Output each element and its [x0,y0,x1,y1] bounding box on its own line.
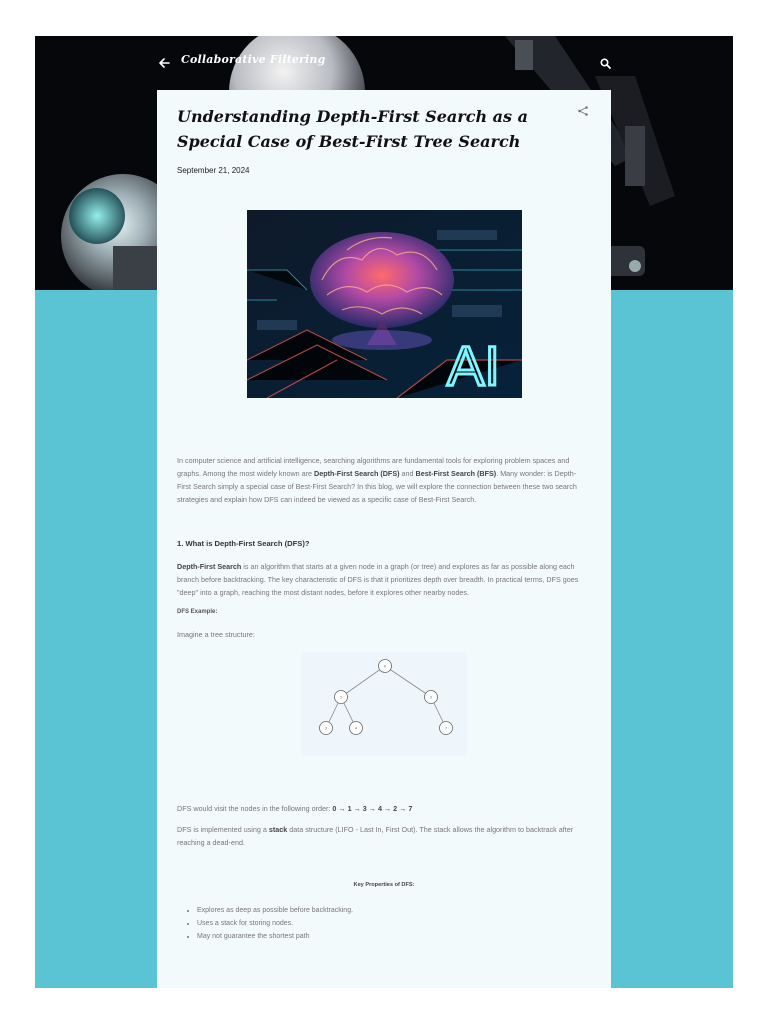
post-title: Understanding Depth-First Search as a Special Case of Best-First Tree Search [177,107,528,151]
brain-circuit-illustration [247,210,522,398]
tree-node [335,691,348,704]
back-button[interactable] [153,52,175,74]
ai-text-mark: AI [447,334,500,397]
intro-text-2: and [399,469,416,478]
tree-diagram-svg [301,652,467,756]
svg-text:4: 4 [355,726,357,731]
share-icon [577,105,589,117]
visit-order-sequence: 0 → 1 → 3 → 4 → 2 → 7 [332,804,413,813]
svg-text:0: 0 [384,664,386,669]
intro-bold-bfs: Best-First Search (BFS) [415,469,497,478]
blog-title-link[interactable]: Collaborative Filtering [181,53,326,66]
tree-node [350,722,363,735]
intro-paragraph [177,454,589,506]
stack-bold-term: stack [268,825,288,834]
stack-text-2: data structure (LIFO - Last In, First Out). The stack allows the algorithm to backtrack after reaching a dead-end. [177,825,574,847]
svg-text:1: 1 [340,695,342,700]
list-item: • Uses a stack for storing nodes. [197,917,353,930]
dfs-definition-paragraph [177,560,589,599]
visit-order-prefix: DFS would visit the nodes in the following order: [177,804,333,813]
dfs-definition-text: is an algorithm that starts at a given node in a graph (or tree) and explores as far as possible along each branch before backtracking. The key characteristic of DFS is that it prioritizes depth over breadth. In practical terms, DFS goes "deep" into a graph, reaching the most distant nodes, before it explores other nearby nodes. [177,562,579,597]
list-item: • Explores as deep as possible before backtracking. [197,904,353,917]
ai-brain-image [247,210,522,398]
intro-bold-dfs: Depth-First Search (DFS) [314,469,400,478]
stack-paragraph [177,823,589,849]
post-card [157,90,611,988]
top-navigation-bar [35,36,733,88]
tree-edge [385,666,432,700]
share-button[interactable] [577,104,597,124]
section-heading-dfs: 1. What is Depth-First Search (DFS)? [177,539,310,548]
tree-node [425,691,438,704]
svg-text:3: 3 [325,726,327,731]
visit-order-line [177,802,589,815]
arrow-left-icon [158,57,170,69]
dfs-example-heading: DFS Example: [177,609,218,615]
post-date: September 21, 2024 [177,166,250,175]
tree-node [320,722,333,735]
list-item: • May not guarantee the shortest path [197,930,353,943]
page-frame [35,36,733,988]
stack-text-1: DFS is implemented using a [177,825,269,834]
svg-text:7: 7 [445,726,447,731]
intro-text-1: In computer science and artificial intelligence, searching algorithms are fundamental tools for exploring problem spaces and graphs. Among the most widely known are [177,456,570,478]
imagine-text: Imagine a tree structure: [177,630,255,639]
tree-edge [340,666,385,700]
search-icon [600,58,611,69]
key-properties-list [177,904,353,943]
key-properties-heading: Key Properties of DFS: [353,882,415,888]
dfs-bold-term: Depth-First Search [177,562,242,571]
tree-node [440,722,453,735]
intro-text-3: . Many wonder: is Depth-First Search simply a special case of Best-First Search? In this blog, we will explore the connection between these two search strategies and explain how DFS can indeed be viewed as a specific case of Best-First Search. [177,469,577,504]
search-button[interactable] [595,53,615,73]
svg-text:2: 2 [430,695,432,700]
tree-diagram [301,652,467,756]
tree-node [379,660,392,673]
